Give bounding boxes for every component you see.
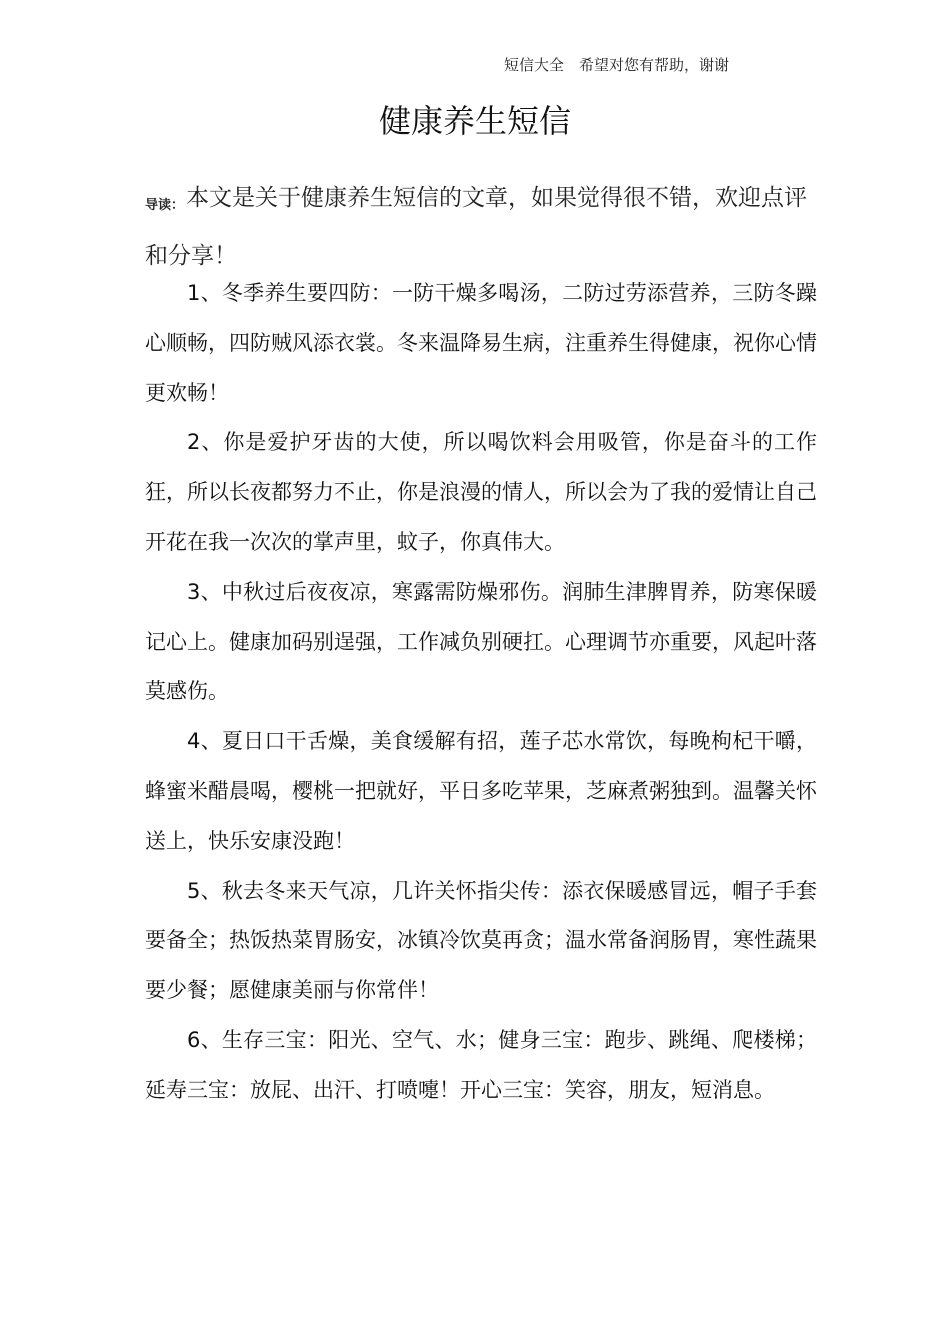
message-paragraph-3: 3、中秋过后夜夜凉，寒露需防燥邪伤。润肺生津脾胃养，防寒保暖记心上。健康加码别逞强，工作减负别硬扛。心理调节亦重要，风起叶落莫感伤。 (145, 579, 817, 704)
header-note: 短信大全 希望对您有帮助，谢谢 (504, 56, 730, 74)
intro-text: 本文是关于健康养生短信的文章，如果觉得很不错，欢迎点评和分享！ (145, 185, 808, 269)
message-paragraph-4: 4、夏日口干舌燥，美食缓解有招，莲子芯水常饮，每晚枸杞干嚼，蜂蜜米醋晨喝，樱桃一把就好，平日多吃苹果，芝麻煮粥独到。温馨关怀送上，快乐安康没跑！ (145, 729, 817, 853)
intro-paragraph (145, 173, 810, 281)
message-list (145, 269, 817, 1116)
intro-label: 导读： (145, 198, 185, 213)
message-paragraph-2: 2、你是爱护牙齿的大使，所以喝饮料会用吸管，你是奋斗的工作狂，所以长夜都努力不止，你是浪漫的情人，所以会为了我的爱情让自己开花在我一次次的掌声里，蚊子，你真伟大。 (145, 430, 817, 554)
message-paragraph-6: 6、生存三宝：阳光、空气、水；健身三宝：跑步、跳绳、爬楼梯；延寿三宝：放屁、出汗、打喷嚏！开心三宝：笑容，朋友，短消息。 (145, 1027, 817, 1102)
message-paragraph-1: 1、冬季养生要四防：一防干燥多喝汤，二防过劳添营养，三防冬躁心顺畅，四防贼风添衣裳。冬来温降易生病，注重养生得健康，祝你心情更欢畅！ (145, 281, 817, 405)
page-title: 健康养生短信 (378, 102, 571, 140)
message-paragraph-5: 5、秋去冬来天气凉，几许关怀指尖传：添衣保暖感冒远，帽子手套要备全；热饭热菜胃肠安，冰镇冷饮莫再贪；温水常备润肠胃，寒性蔬果要少餐；愿健康美丽与你常伴！ (145, 878, 817, 1003)
